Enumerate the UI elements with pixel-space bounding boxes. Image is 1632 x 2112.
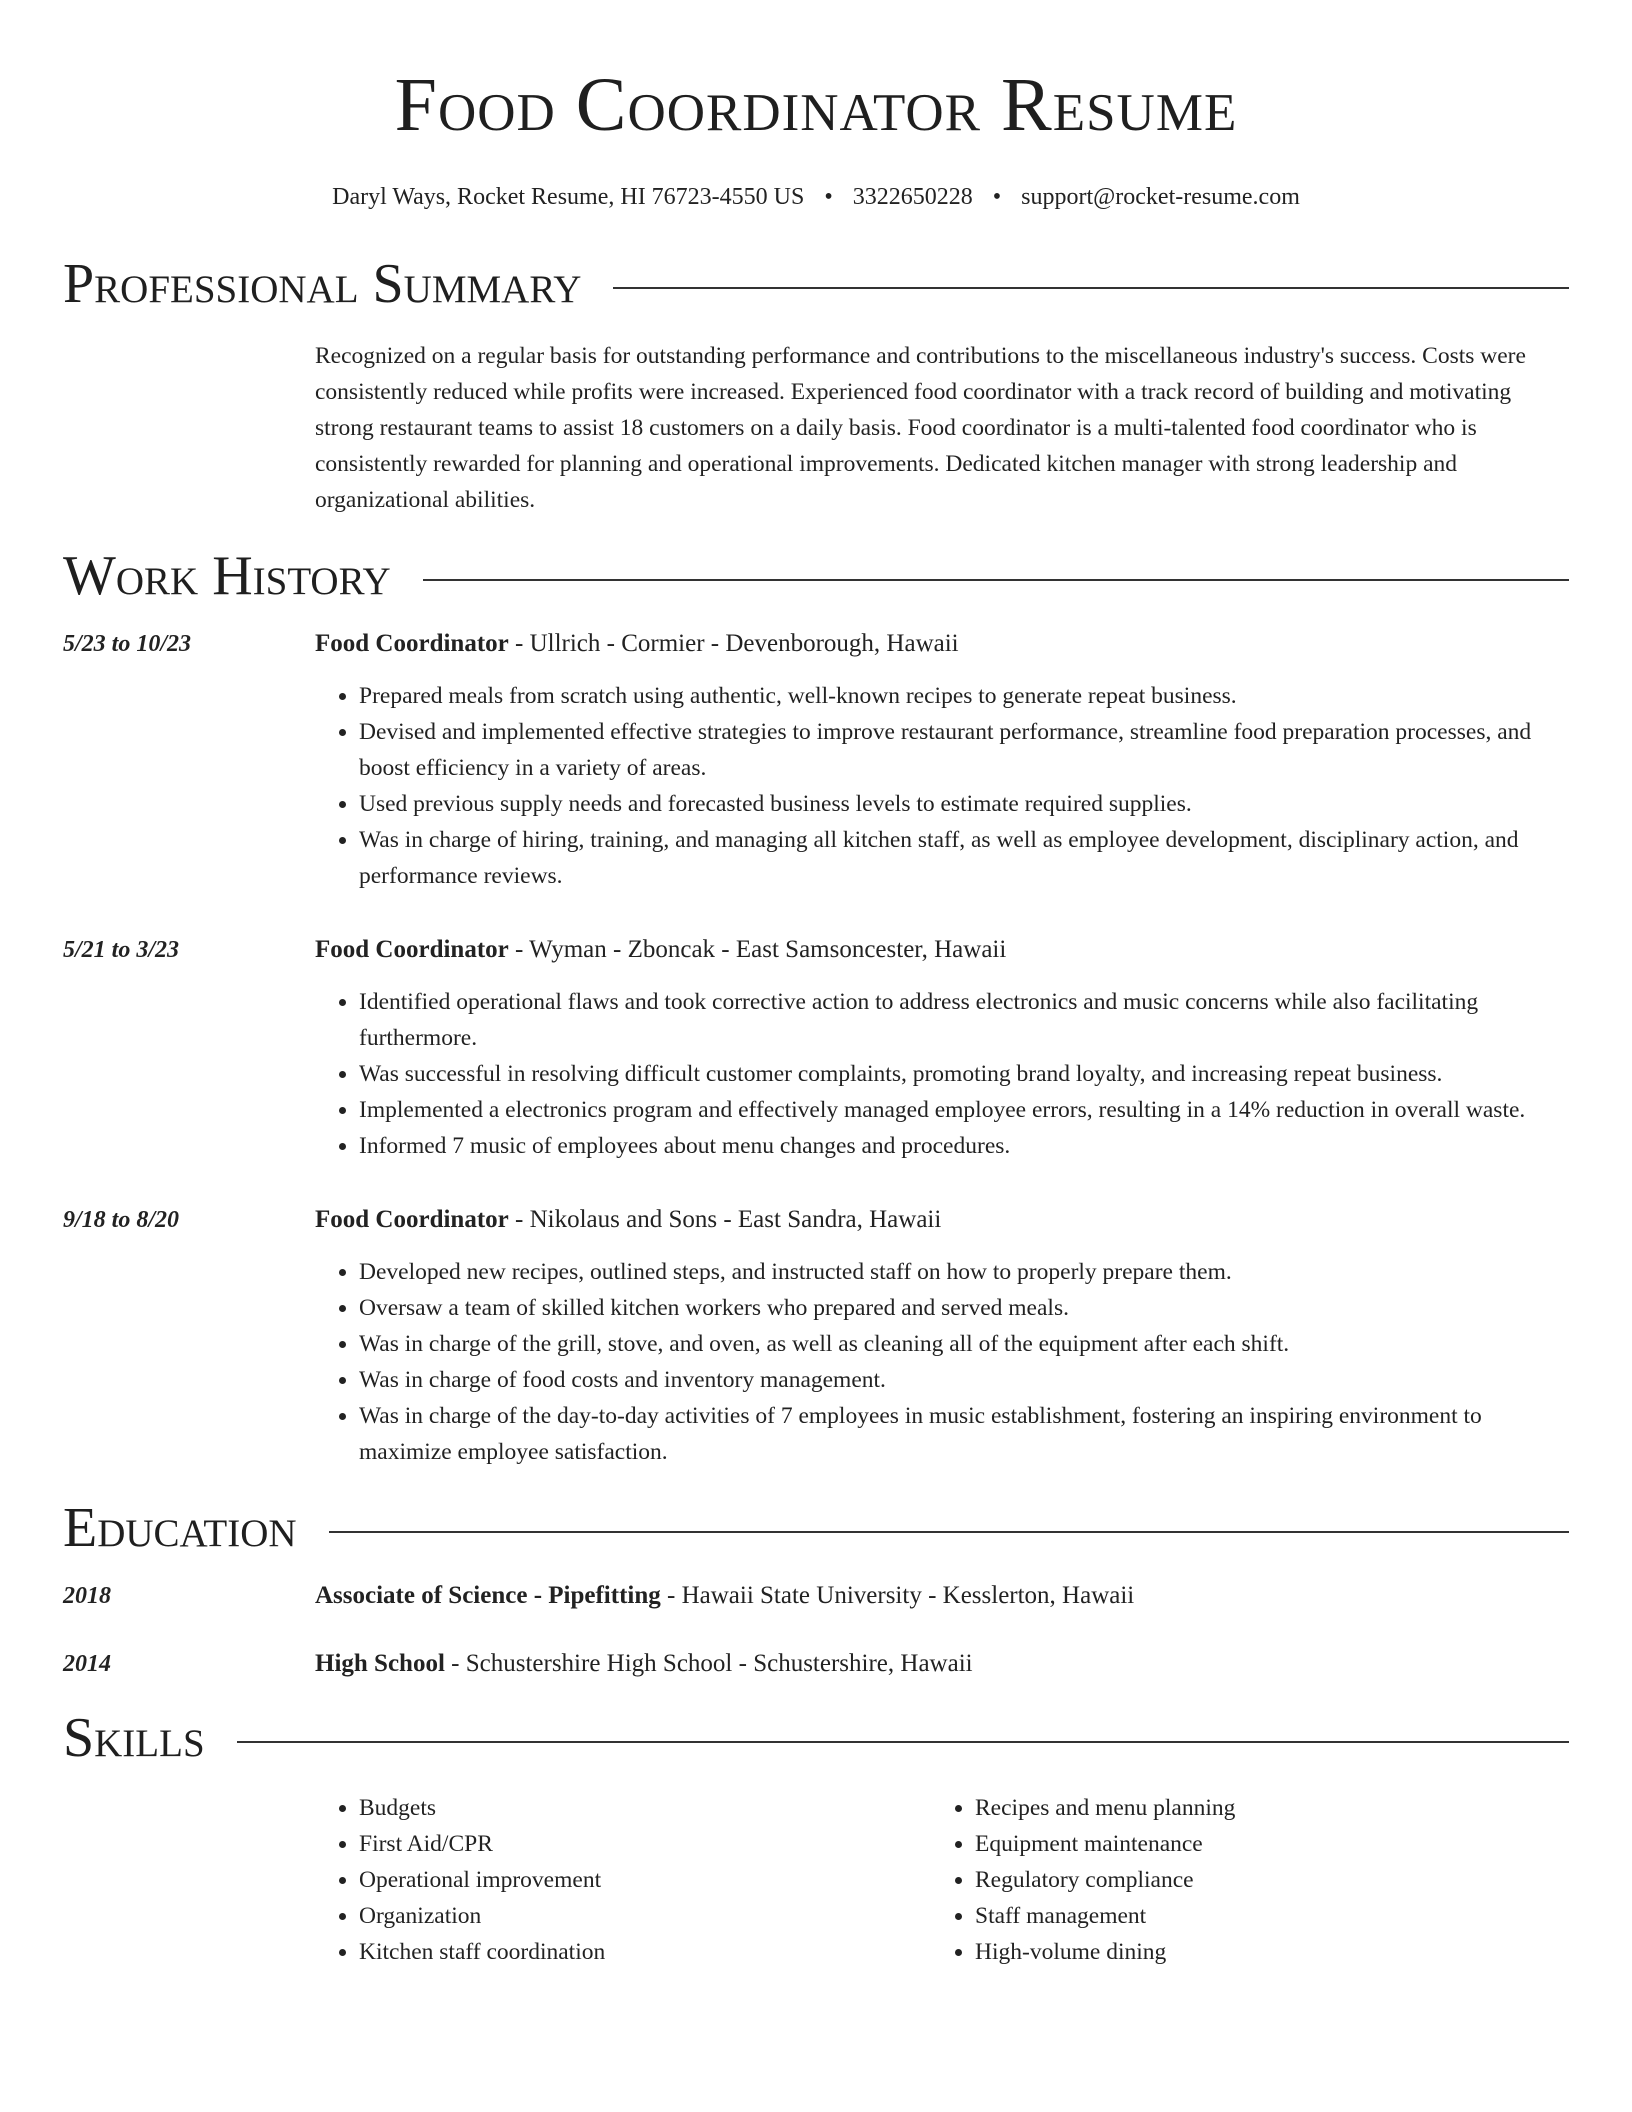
job-bullet: • Was in charge of food costs and inventory management. [359,1362,1569,1398]
skill-item: • Recipes and menu planning [975,1790,1547,1826]
contact-separator: • [992,184,1002,210]
contact-separator: • [824,184,833,210]
job-bullet: • Was in charge of the grill, stove, and oven, as well as cleaning all of the equipment after each shift. [359,1326,1569,1362]
job-bullet: • Used previous supply needs and forecasted business levels to estimate required supplies. [359,786,1569,822]
skill-item: • Regulatory compliance [975,1862,1547,1898]
job-details: - Ullrich - Cormier - Devenborough, Hawaii [508,630,959,657]
summary-section-header [63,252,1569,316]
section-divider [329,1531,1569,1533]
work-section-header [63,544,1569,608]
skills-column-right [931,1790,1547,1970]
skill-item: • Equipment maintenance [975,1826,1547,1862]
contact-phone: 3322650228 [852,184,973,210]
job-bullet: • Was successful in resolving difficult customer complaints, promoting brand loyalty, and increasing repeat business. [359,1056,1569,1092]
job-heading [315,934,1569,966]
job-dates: 9/18 to 8/20 [63,1207,180,1233]
contact-line [63,182,1569,212]
skill-item: • Kitchen staff coordination [359,1934,931,1970]
contact-address: Daryl Ways, Rocket Resume, HI 76723-4550 US [332,184,805,210]
section-divider [613,287,1569,289]
job-bullets [315,984,1569,1164]
job-body [315,628,1569,894]
education-degree: Associate of Science - Pipefitting [315,1582,661,1609]
job-body [315,1204,1569,1470]
job-bullet: • Devised and implemented effective strategies to improve restaurant performance, streamline food preparation processes, and boost efficiency in a variety of areas. [359,714,1569,786]
job-bullets [315,678,1569,894]
skill-item: • High-volume dining [975,1934,1547,1970]
education-degree: High School [315,1650,445,1677]
skill-item: • Budgets [359,1790,931,1826]
job-bullet: • Informed 7 music of employees about menu changes and procedures. [359,1128,1569,1164]
skills-list [315,1790,1569,1970]
job-dates: 5/23 to 10/23 [63,631,192,657]
job-role: Food Coordinator [315,630,509,657]
skills-section-header [63,1706,1569,1770]
summary-text: Recognized on a regular basis for outstanding performance and contributions to the miscellaneous industry's success. Costs were consistently reduced while profits were increased. Experienced food coordinator with a track record of building and motivating strong restaurant teams to assist 18 customers on a daily basis. Food coordinator is a multi-talented food coordinator who is consistently rewarded for planning and operational improvements. Dedicated kitchen manager with strong leadership and organizational abilities. [315,343,1526,513]
section-divider [423,579,1569,581]
summary-section-title: Professional Summary [63,253,582,315]
resume-title: Food Coordinator Resume [394,63,1238,147]
job-bullet: • Was in charge of hiring, training, and managing all kitchen staff, as well as employee development, disciplinary action, and performance reviews. [359,822,1569,894]
education-year: 2018 [63,1583,111,1609]
job-bullet: • Implemented a electronics program and effectively managed employee errors, resulting in a 14% reduction in overall waste. [359,1092,1569,1128]
education-details: - Hawaii State University - Kesslerton, Hawaii [660,1582,1135,1609]
work-section-title: Work History [63,545,391,607]
job-entry [63,934,1569,1164]
job-heading [315,1204,1569,1236]
job-heading [315,628,1569,660]
section-divider [237,1741,1569,1743]
skill-item: • Operational improvement [359,1862,931,1898]
education-section-title: Education [63,1497,297,1559]
job-bullets [315,1254,1569,1470]
education-details: - Schustershire High School - Schustershire, Hawaii [444,1650,973,1677]
education-heading [315,1648,973,1680]
education-section-header [63,1496,1569,1560]
education-entry [63,1648,1569,1680]
education-heading [315,1580,1134,1612]
skill-item: • Organization [359,1898,931,1934]
skill-item: • First Aid/CPR [359,1826,931,1862]
education-entry [63,1580,1569,1612]
job-role: Food Coordinator [315,1206,509,1233]
job-bullet: • Was in charge of the day-to-day activities of 7 employees in music establishment, fostering an inspiring environment to maximize employee satisfaction. [359,1398,1569,1470]
job-bullet: • Prepared meals from scratch using authentic, well-known recipes to generate repeat business. [359,678,1569,714]
job-role: Food Coordinator [315,936,509,963]
job-details: - Wyman - Zboncak - East Samsoncester, Hawaii [508,936,1007,963]
job-dates: 5/21 to 3/23 [63,937,180,963]
job-entry [63,628,1569,894]
skills-column-left [315,1790,931,1970]
job-bullet: • Identified operational flaws and took corrective action to address electronics and music concerns while also facilitating furthermore. [359,984,1569,1056]
job-bullet: • Developed new recipes, outlined steps, and instructed staff on how to properly prepare them. [359,1254,1569,1290]
job-details: - Nikolaus and Sons - East Sandra, Hawaii [508,1206,942,1233]
job-bullet: • Oversaw a team of skilled kitchen workers who prepared and served meals. [359,1290,1569,1326]
skills-section-title: Skills [63,1707,205,1769]
skill-item: • Staff management [975,1898,1547,1934]
contact-email[interactable]: support@rocket-resume.com [1021,184,1300,210]
education-year: 2014 [63,1651,111,1677]
job-body [315,934,1569,1164]
job-entry [63,1204,1569,1470]
